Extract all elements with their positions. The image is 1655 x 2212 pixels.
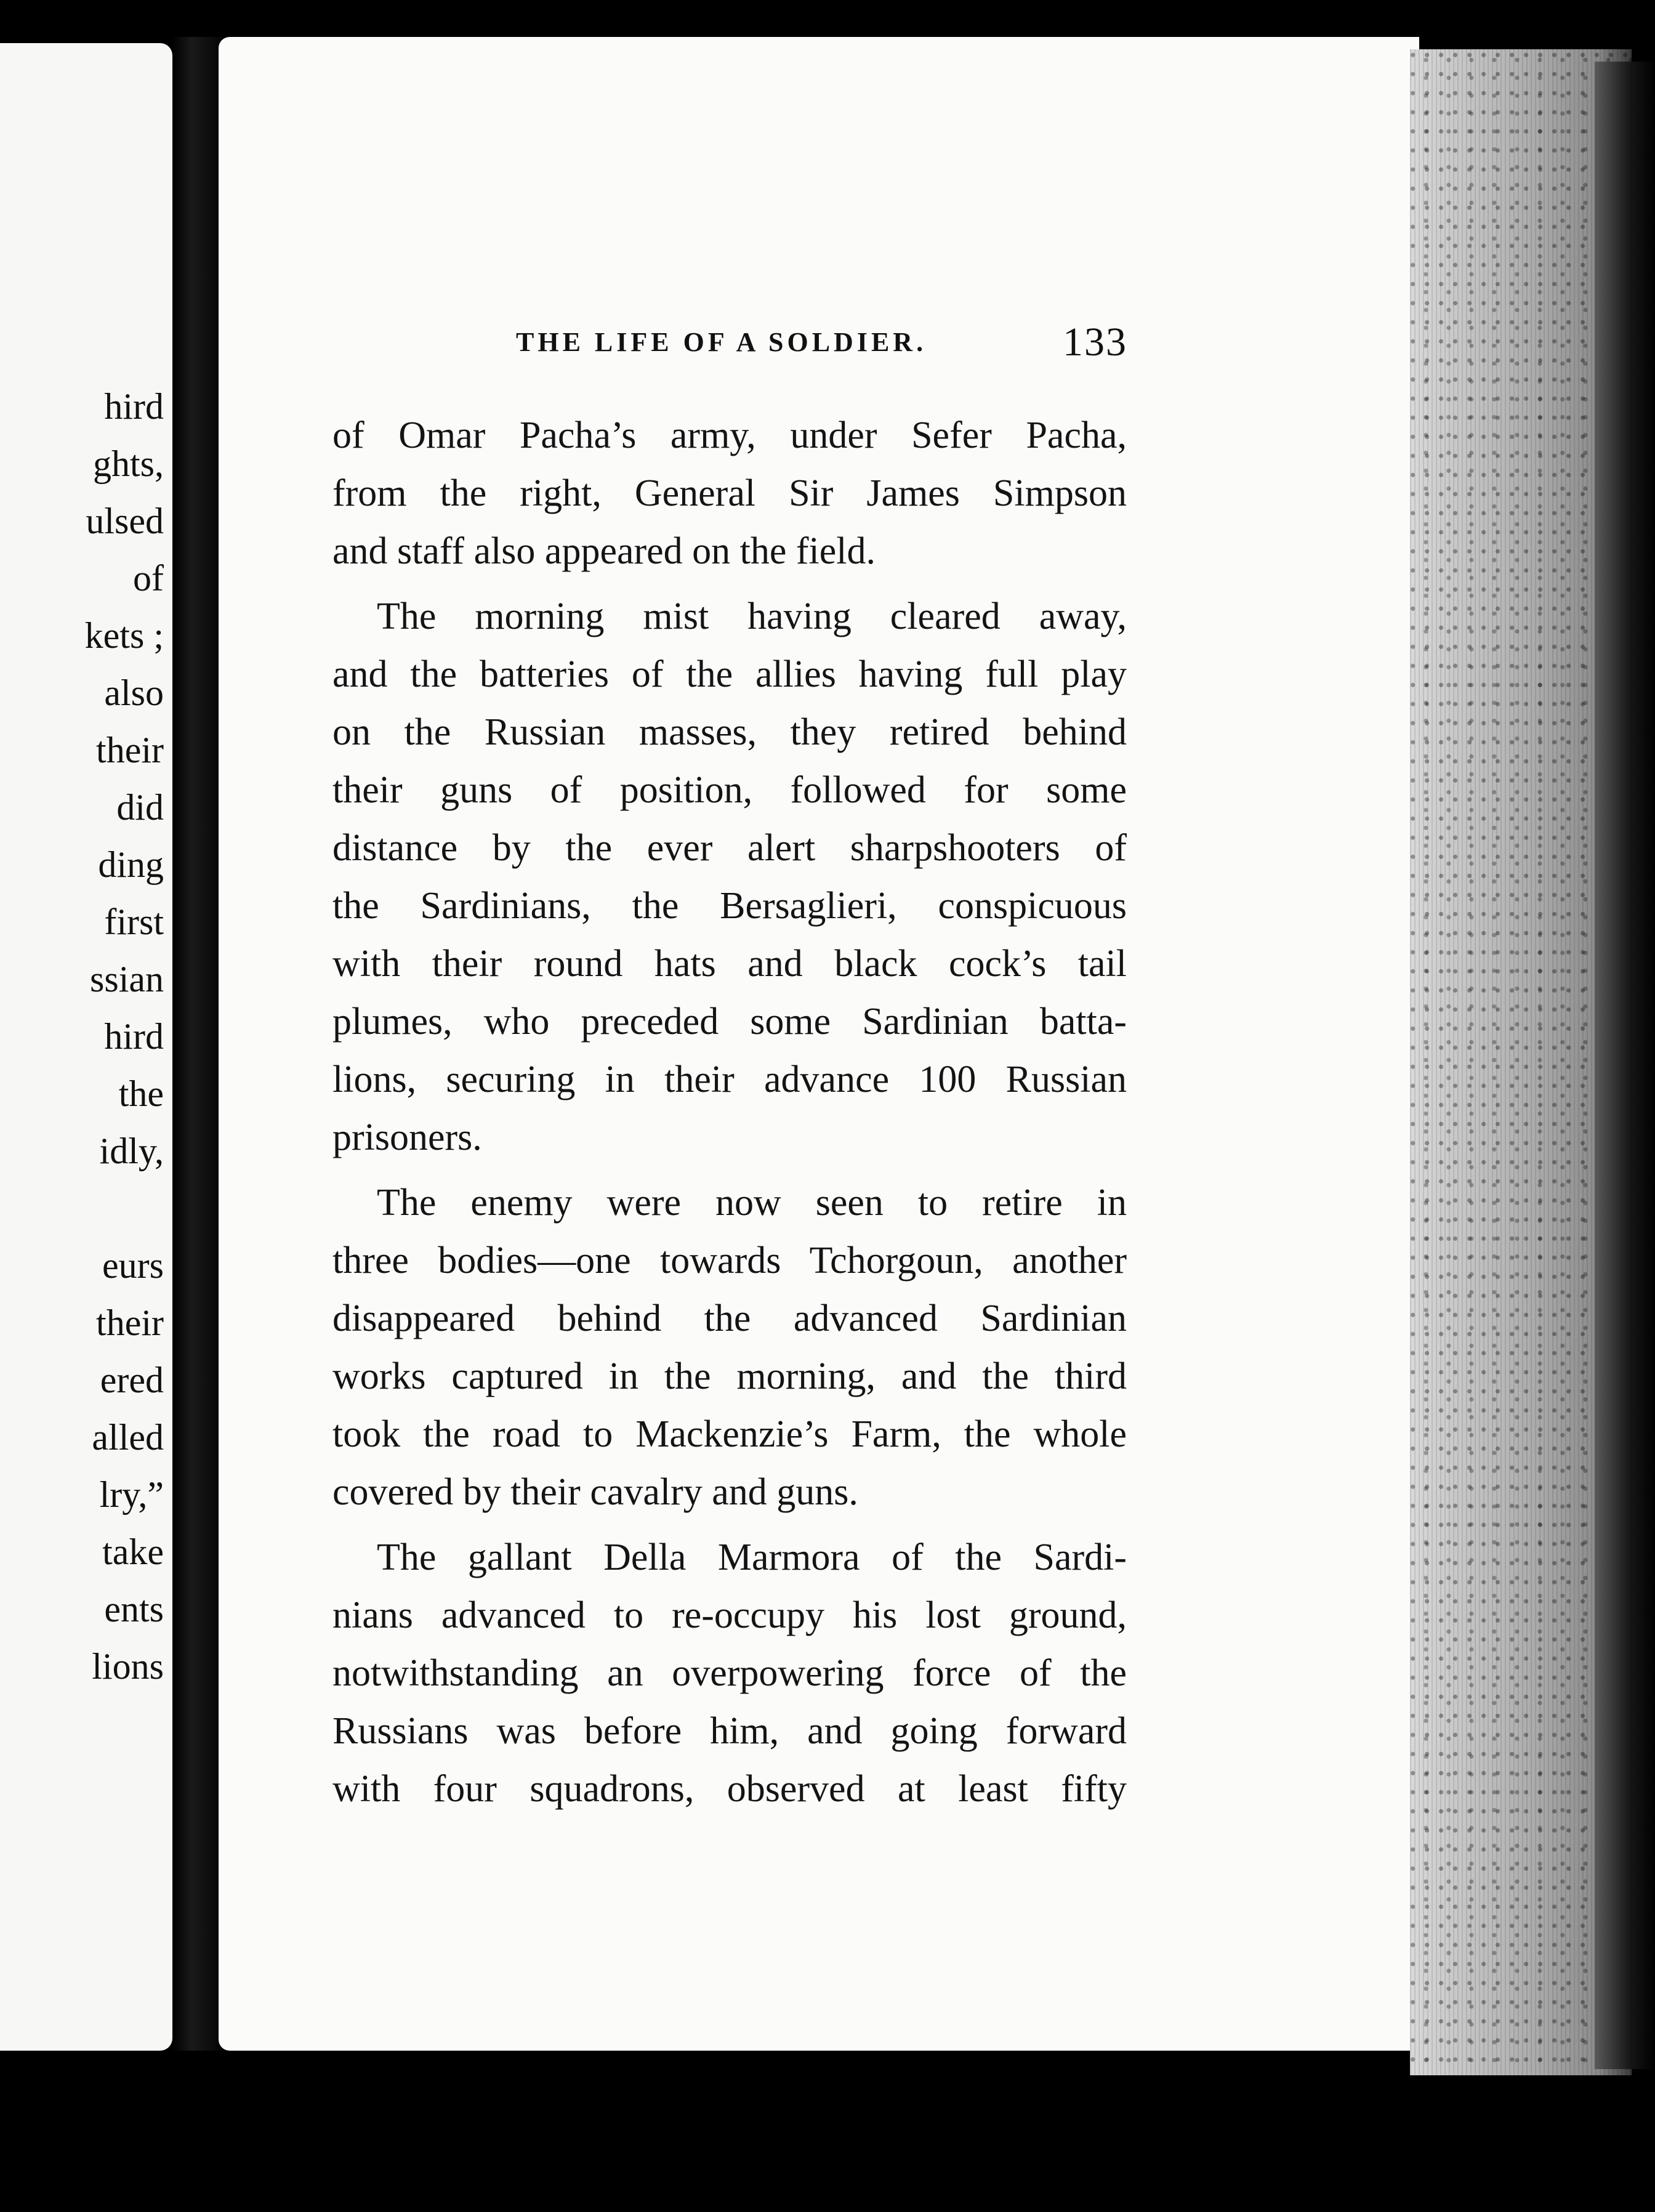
- text-line: on the Russian masses, they retired behind: [332, 711, 1127, 753]
- text-line: of Omar Pacha’s army, under Sefer Pacha,: [332, 414, 1127, 456]
- previous-page-word: kets ;: [84, 615, 164, 656]
- previous-page-word: did: [116, 787, 164, 828]
- previous-page-word: their: [96, 730, 164, 770]
- text-line: from the right, General Sir James Simpson: [332, 472, 1127, 514]
- text-line: Russians was before him, and going forward: [332, 1710, 1127, 1752]
- body-text: [332, 406, 1127, 1818]
- text-line: works captured in the morning, and the third: [332, 1355, 1127, 1397]
- text-line: plumes, who preceded some Sardinian batta-: [332, 1001, 1127, 1043]
- text-line: notwithstanding an overpowering force of the: [332, 1652, 1127, 1694]
- previous-page-word: the: [118, 1073, 164, 1114]
- previous-page-word: alled: [92, 1417, 164, 1458]
- text-line: with four squadrons, observed at least fifty: [332, 1768, 1127, 1810]
- page-number: 133: [1063, 320, 1127, 365]
- text-line: their guns of position, followed for some: [332, 769, 1127, 811]
- previous-page-word: lry,”: [99, 1474, 164, 1515]
- text-line: distance by the ever alert sharpshooters of: [332, 827, 1127, 869]
- text-line: The gallant Della Marmora of the Sardi-: [377, 1536, 1127, 1578]
- text-line: prisoners.: [332, 1116, 482, 1158]
- previous-page-word: of: [133, 558, 164, 599]
- text-line: and staff also appeared on the field.: [332, 530, 876, 572]
- previous-page-word: ding: [98, 844, 164, 885]
- previous-page-word: hird: [104, 386, 164, 427]
- book-cover-edge: [1595, 62, 1655, 2069]
- previous-page-word: ghts,: [92, 443, 164, 484]
- text-line: The morning mist having cleared away,: [377, 595, 1127, 637]
- previous-page-word: take: [102, 1532, 164, 1572]
- paragraph: [332, 587, 1127, 1166]
- previous-page-fragment: [0, 43, 172, 2051]
- paragraph: [332, 406, 1127, 580]
- text-line: covered by their cavalry and guns.: [332, 1471, 858, 1513]
- text-line: The enemy were now seen to retire in: [377, 1182, 1127, 1224]
- text-line: lions, securing in their advance 100 Russian: [332, 1059, 1127, 1100]
- paragraph: [332, 1174, 1127, 1521]
- previous-page-word: idly,: [99, 1131, 164, 1171]
- book-gutter: [172, 37, 222, 2051]
- running-head: THE LIFE OF A SOLDIER.: [516, 327, 927, 357]
- previous-page-word: ulsed: [86, 501, 164, 541]
- previous-page-word: eurs: [102, 1245, 164, 1286]
- previous-page-word: also: [104, 672, 164, 713]
- previous-page-word: their: [96, 1302, 164, 1343]
- previous-page-word: ered: [100, 1360, 164, 1400]
- text-line: and the batteries of the allies having full play: [332, 653, 1127, 695]
- text-line: nians advanced to re-occupy his lost ground,: [332, 1594, 1127, 1636]
- text-line: with their round hats and black cock’s tail: [332, 943, 1127, 985]
- text-line: took the road to Mackenzie’s Farm, the whole: [332, 1413, 1127, 1455]
- text-line: disappeared behind the advanced Sardinian: [332, 1298, 1127, 1339]
- previous-page-word: ssian: [90, 959, 164, 999]
- text-line: three bodies—one towards Tchorgoun, another: [332, 1240, 1127, 1282]
- paragraph: [332, 1528, 1127, 1818]
- previous-page-word: first: [104, 902, 164, 942]
- previous-page-word: hird: [104, 1016, 164, 1057]
- previous-page-word: lions: [92, 1646, 164, 1687]
- previous-page-word: ents: [104, 1589, 164, 1629]
- text-line: the Sardinians, the Bersaglieri, conspicuous: [332, 885, 1127, 927]
